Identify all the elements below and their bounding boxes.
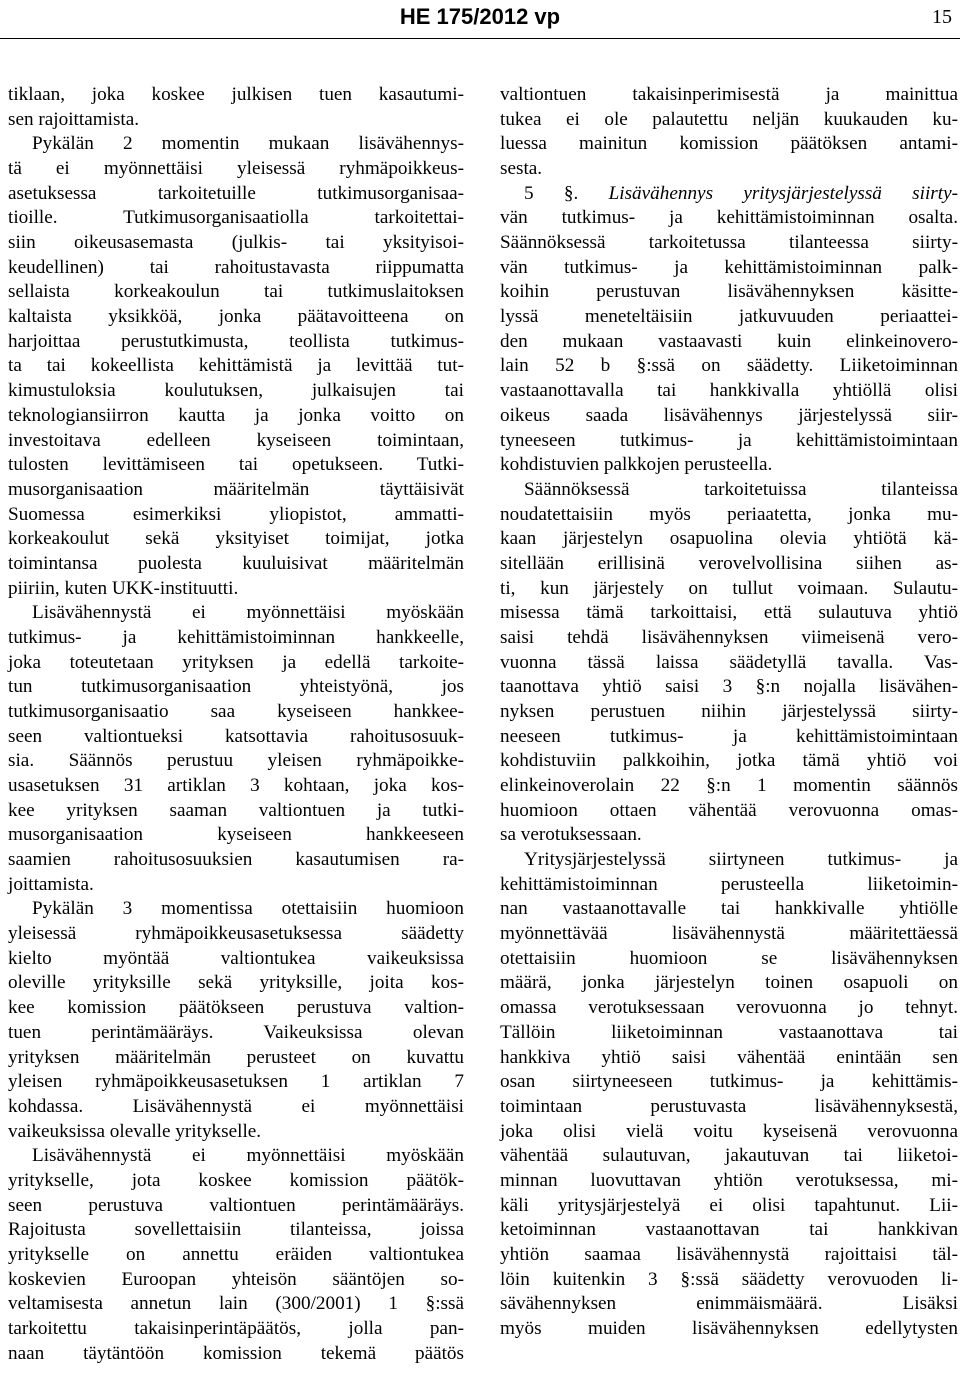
text-line: tun tutkimusorganisaation yhteistyönä, jos bbox=[8, 676, 464, 698]
text-line: koihin perustuvan lisävähennyksen käsitte- bbox=[500, 281, 958, 303]
text-line: tiklaan, joka koskee julkisen tuen kasautumi- bbox=[8, 84, 464, 105]
text-line: tyneeseen tutkimus- ja kehittämistoimintaan bbox=[500, 429, 958, 451]
text-line: myönnettävää lisävähennystä määritettäessä bbox=[500, 923, 958, 945]
text-line: kaltaista yksikköä, jonka päätavoitteena on bbox=[8, 306, 464, 328]
text-line: kohdassa. Lisävähennystä ei myönnettäisi bbox=[8, 1095, 464, 1117]
text-line: ti, kun järjestely on tullut voimaan. Sulautu- bbox=[500, 577, 958, 599]
text-line: harjoittaa perustutkimusta, teollista tutkimus- bbox=[8, 330, 464, 352]
text-line: joka toteutetaan yrityksen ja edellä tarkoite- bbox=[8, 651, 464, 673]
text-line: noudatettaisiin myös periaatetta, jonka mu- bbox=[500, 503, 958, 525]
text-line: nyksen perustuen niihin järjestelyssä siirty- bbox=[500, 701, 958, 722]
text-line: Säännöksessä tarkoitetuissa tilanteissa bbox=[524, 478, 958, 500]
text-line: Lisävähennystä ei myönnettäisi myöskään bbox=[32, 602, 464, 624]
text-line: osan siirtyneeseen tutkimus- ja kehittämis- bbox=[500, 1071, 958, 1093]
text-line: yleisen ryhmäpoikkeusasetuksen 1 artiklan 7 bbox=[8, 1071, 464, 1093]
text-line: vän tutkimus- ja kehittämistoiminnan osalta. bbox=[500, 207, 958, 229]
text-line: Säännöksessä tarkoitetussa tilanteessa siirty- bbox=[500, 232, 958, 254]
text-line: musorganisaation kyseiseen hankkeeseen bbox=[8, 824, 464, 846]
text-line: taanottava yhtiö saisi 3 §:n nojalla lisävähen- bbox=[500, 676, 958, 698]
text-line: kehittämistoiminnan perusteella liiketoimin- bbox=[500, 873, 958, 895]
text-line: usasetuksen 31 artiklan 3 kohtaan, joka kos- bbox=[8, 775, 464, 797]
text-line: koskevien Euroopan yhteisön sääntöjen so- bbox=[8, 1268, 464, 1290]
text-line: vaikeuksissa olevalle yritykselle. bbox=[8, 1120, 262, 1142]
text-line: Rajoitusta sovellettaisiin tilanteissa, joissa bbox=[8, 1219, 464, 1241]
text-line: löin kuitenkin 3 §:ssä säädetty verovuoden li- bbox=[500, 1268, 958, 1290]
text-line: joittamista. bbox=[8, 873, 94, 895]
section-number: 5 §. bbox=[524, 182, 609, 204]
text-line: tä ei myönnettäisi yleisessä ryhmäpoikkeus- bbox=[8, 158, 464, 180]
text-line: huomioon ottaen vähentää verovuonna omas- bbox=[500, 799, 958, 821]
text-line: kohdistuviin palkkoihin, jotka tämä yhtiö voi bbox=[500, 750, 958, 772]
text-line: musorganisaation määritelmän täyttäisivät bbox=[8, 478, 464, 500]
text-line: veltamisesta annetun lain (300/2001) 1 §:ssä bbox=[8, 1293, 464, 1315]
text-line: yleisessä ryhmäpoikkeusasetuksessa säädetty bbox=[8, 923, 464, 945]
text-line: vähentää sulautuvan, jakautuvan tai liiketoi- bbox=[500, 1145, 958, 1167]
text-line: myös muiden lisävähennyksen edellytysten bbox=[500, 1318, 958, 1339]
text-line: kielto myöntää valtiontukea vaikeuksissa bbox=[8, 947, 464, 969]
text-line: oleville yrityksille sekä yrityksille, joita kos- bbox=[8, 972, 464, 994]
text-line: neeseen tutkimus- ja kehittämistoimintaan bbox=[500, 725, 958, 747]
text-line: lyssä meneteltäisiin jatkuvuuden periaattei- bbox=[500, 306, 958, 328]
text-line: otettaisiin huomioon se lisävähennyksen bbox=[500, 947, 958, 969]
text-line: yritykselle on annettu eräiden valtiontukea bbox=[8, 1243, 464, 1265]
text-line: lain 52 b §:ssä on säädetty. Liiketoiminnan bbox=[500, 355, 958, 377]
text-line: Tällöin liiketoiminnan vastaanottava tai bbox=[500, 1021, 958, 1043]
text-line: ketoiminnan vastaanottavan tai hankkivan bbox=[500, 1219, 958, 1241]
text-line bbox=[500, 182, 958, 206]
text-column-right bbox=[500, 0, 958, 1390]
text-line: keudellinen) tai rahoitustavasta riippumatta bbox=[8, 256, 464, 278]
text-line: tarkoitettu takaisinperintäpäätös, jolla pan- bbox=[8, 1318, 464, 1339]
text-line: tutkimus- ja kehittämistoiminnan hankkeelle, bbox=[8, 626, 464, 648]
text-line: sa verotuksessaan. bbox=[500, 824, 642, 846]
text-line: vuonna tässä laissa säädetyllä tavalla. Vas- bbox=[500, 651, 958, 673]
text-line: kee yrityksen saaman valtiontuen ja tutki- bbox=[8, 799, 464, 821]
text-line: kimustuloksia koulutuksen, julkaisujen tai bbox=[8, 380, 464, 402]
text-line: teknologiansiirron kautta ja jonka voitto on bbox=[8, 404, 464, 426]
text-line: sellaista korkeakoulun tai tutkimuslaitoksen bbox=[8, 281, 464, 303]
text-line: tuen perintämääräys. Vaikeuksissa olevan bbox=[8, 1021, 464, 1043]
text-line: toimintaan perustuvasta lisävähennyksestä, bbox=[500, 1095, 958, 1117]
text-line: sen rajoittamista. bbox=[8, 108, 140, 130]
text-line: joka olisi vielä voitu kyseisenä verovuonna bbox=[500, 1120, 958, 1142]
document-header-title: HE 175/2012 vp bbox=[399, 4, 561, 29]
text-line: vän tutkimus- ja kehittämistoiminnan palk- bbox=[500, 256, 958, 278]
text-line: valtiontuen takaisinperimisestä ja mainittua bbox=[500, 84, 958, 105]
text-line: yrityksen määritelmän perusteet on kuvattu bbox=[8, 1046, 464, 1068]
text-line: yhtiön saamaa lisävähennystä rajoittaisi täl- bbox=[500, 1243, 958, 1265]
text-line: saisi tehdä lisävähennyksen viimeisenä vero- bbox=[500, 626, 958, 648]
text-line: tioille. Tutkimusorganisaatiolla tarkoitettai- bbox=[8, 207, 464, 229]
section-heading: Lisävähennys yritysjärjestelyssä siirty- bbox=[608, 182, 959, 204]
text-line: määrä, jonka järjestelyn toinen osapuoli on bbox=[500, 972, 958, 994]
text-line: saamien rahoitusosuuksien kasautumisen ra- bbox=[8, 849, 464, 871]
text-line: kee komission päätökseen perustuva valtion- bbox=[8, 997, 464, 1019]
text-line: sesta. bbox=[500, 158, 543, 180]
text-line: investoitava edelleen kyseiseen toimintaan, bbox=[8, 429, 464, 451]
text-line: asetuksessa tarkoitetuille tutkimusorganisaa- bbox=[8, 182, 464, 204]
text-column-left bbox=[8, 0, 464, 1390]
text-line: Pykälän 2 momentin mukaan lisävähennys- bbox=[32, 133, 464, 155]
text-line: yritykselle, jota koskee komission päätök- bbox=[8, 1169, 464, 1191]
text-line: luessa mainitun komission päätöksen antami- bbox=[500, 133, 958, 155]
text-line: Suomessa esimerkiksi yliopistot, ammatti- bbox=[8, 503, 464, 525]
page-number: 15 bbox=[932, 6, 952, 28]
text-line: minnan luovuttavan yhtiön verotuksessa, mi- bbox=[500, 1169, 958, 1191]
text-line: vastaanottavalla tai hankkivalla yhtiöllä olisi bbox=[500, 380, 958, 402]
text-line: Pykälän 3 momentissa otettaisiin huomioon bbox=[32, 898, 464, 920]
text-line: Yritysjärjestelyssä siirtyneen tutkimus- ja bbox=[524, 849, 958, 871]
text-line: seen valtiontueksi katsottavia rahoitusosuuk- bbox=[8, 725, 464, 747]
text-line: siin oikeusasemasta (julkis- tai yksityisoi- bbox=[8, 232, 464, 254]
text-line: sia. Säännös perustuu yleisen ryhmäpoikke- bbox=[8, 750, 464, 772]
text-line: hankkiva yhtiö saisi vähentää enintään sen bbox=[500, 1046, 958, 1068]
text-line: tukea ei ole palautettu neljän kuukauden ku- bbox=[500, 108, 958, 130]
text-line: piiriin, kuten UKK-instituutti. bbox=[8, 577, 239, 599]
text-line: seen perustuva valtiontuen perintämääräys. bbox=[8, 1194, 464, 1216]
text-line: den mukaan vastaavasti kuin elinkeinovero- bbox=[500, 330, 958, 352]
text-line: ta tai kokeellista kehittämistä ja levittää tut- bbox=[8, 355, 464, 377]
text-line: omassa verotuksessaan verovuonna jo tehnyt. bbox=[500, 997, 958, 1019]
text-line: sävähennyksen enimmäismäärä. Lisäksi bbox=[500, 1293, 958, 1315]
text-line: sitellään erillisinä verovelvollisina siihen as- bbox=[500, 552, 958, 574]
text-line: naan täytäntöön komission tekemä päätös bbox=[8, 1342, 464, 1364]
text-line: oikeus saada lisävähennys järjestelyssä siir- bbox=[500, 404, 958, 426]
text-line: tulosten levittämiseen tai opetukseen. Tutki- bbox=[8, 454, 464, 476]
text-line: kohdistuvien palkkojen perusteella. bbox=[500, 454, 773, 476]
text-line: tutkimusorganisaatio saa kyseiseen hankkee- bbox=[8, 701, 464, 722]
text-line: nan vastaanottavalle tai hankkivalle yhtiölle bbox=[500, 898, 958, 920]
text-line: misessa tämä tarkoittaisi, että sulautuva yhtiö bbox=[500, 602, 958, 624]
text-line: kaan järjestelyn osapuolina olevia yhtiötä kä- bbox=[500, 528, 958, 550]
text-line: käli yritysjärjestelyä ei olisi tapahtunut. Lii- bbox=[500, 1194, 958, 1216]
text-line: korkeakoulut sekä yksityiset toimijat, jotka bbox=[8, 528, 464, 550]
text-line: elinkeinoverolain 22 §:n 1 momentin säännös bbox=[500, 775, 958, 797]
text-line: toimintansa puolesta kuuluisivat määritelmän bbox=[8, 552, 464, 574]
text-line: Lisävähennystä ei myönnettäisi myöskään bbox=[32, 1145, 464, 1167]
